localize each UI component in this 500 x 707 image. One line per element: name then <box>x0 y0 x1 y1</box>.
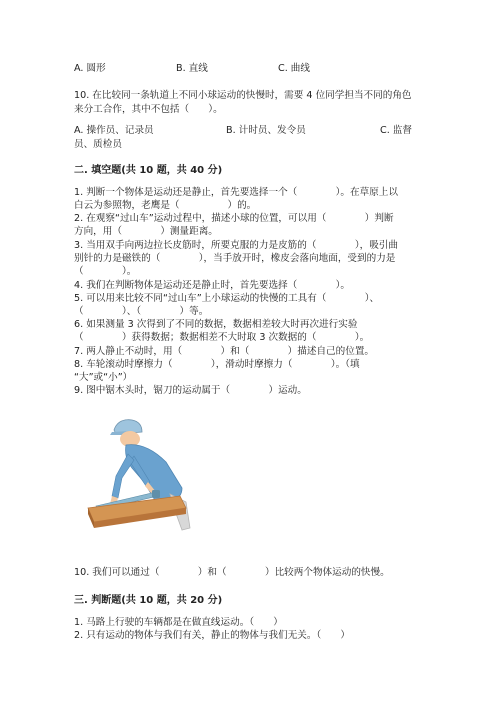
fill-line-10: 10. 我们可以通过（ ）和（ ）比较两个物体运动的快慢。 <box>74 567 390 578</box>
q10-line-1: 10. 在比较同一条轨道上不同小球运动的快慢时，需要 4 位同学担当不同的角色 <box>74 90 412 101</box>
section-2-heading: 二. 填空题(共 10 题，共 40 分) <box>74 165 223 176</box>
section-3-heading: 三. 判断题(共 10 题，共 20 分) <box>74 595 223 606</box>
fill-line: 4. 我们在判断物体是运动还是静止时，首先要选择（ ）。 <box>74 280 351 291</box>
fill-line: 8. 车轮滚动时摩擦力（ ），滑动时摩擦力（ ）。（填 <box>74 359 360 370</box>
fill-line: 白云为参照物，老鹰是（ ）的。 <box>74 200 257 211</box>
q9-option-b: B. 直线 <box>176 63 208 74</box>
fill-line: 3. 当用双手向两边拉长皮筋时，所要克服的力是皮筋的（ ），吸引曲 <box>74 240 398 251</box>
fill-line: 方向，用（ ）测量距离。 <box>74 226 218 237</box>
fill-line: （ ）、（ ）等。 <box>74 306 209 317</box>
fill-line: （ ）。 <box>74 266 137 277</box>
q9-option-c: C. 曲线 <box>278 63 310 74</box>
q9-option-a: A. 圆形 <box>74 63 106 74</box>
q10-option-c: C. 监督 <box>380 125 412 136</box>
fill-line: “大”或“小”） <box>74 372 133 383</box>
judge-line: 2. 只有运动的物体与我们有关，静止的物体与我们无关。（ ） <box>74 630 351 641</box>
q10-option-b: B. 计时员、发令员 <box>226 125 306 136</box>
q10-option-c-continued: 员、质检员 <box>74 139 122 150</box>
judge-line: 1. 马路上行驶的车辆都是在做直线运动。（ ） <box>74 617 283 628</box>
fill-line: 2. 在观察“过山车”运动过程中，描述小球的位置，可以用（ ）判断 <box>74 213 394 224</box>
fill-line: 7. 两人静止不动时，用（ ）和（ ）描述自己的位置。 <box>74 346 375 357</box>
fill-line: 9. 图中锯木头时，锯刀的运动属于（ ）运动。 <box>74 385 307 396</box>
fill-line: （ ）获得数据；数据相差不大时取 3 次数据的（ ）。 <box>74 332 370 343</box>
fill-line: 5. 可以用来比较不同“过山车”上小球运动的快慢的工具有（ ）、 <box>74 293 380 304</box>
q10-line-2: 来分工合作，其中不包括（ ）。 <box>74 104 223 115</box>
sawing-wood-illustration <box>86 412 196 542</box>
q10-option-a: A. 操作员、记录员 <box>74 125 154 136</box>
fill-line: 1. 判断一个物体是运动还是静止，首先要选择一个（ ）。在草原上以 <box>74 187 398 198</box>
fill-line: 6. 如果测量 3 次得到了不同的数据，数据相差较大时再次进行实验 <box>74 319 358 330</box>
fill-line: 别针的力是磁铁的（ ），当手放开时，橡皮会落向地面，受到的力是 <box>74 253 396 264</box>
